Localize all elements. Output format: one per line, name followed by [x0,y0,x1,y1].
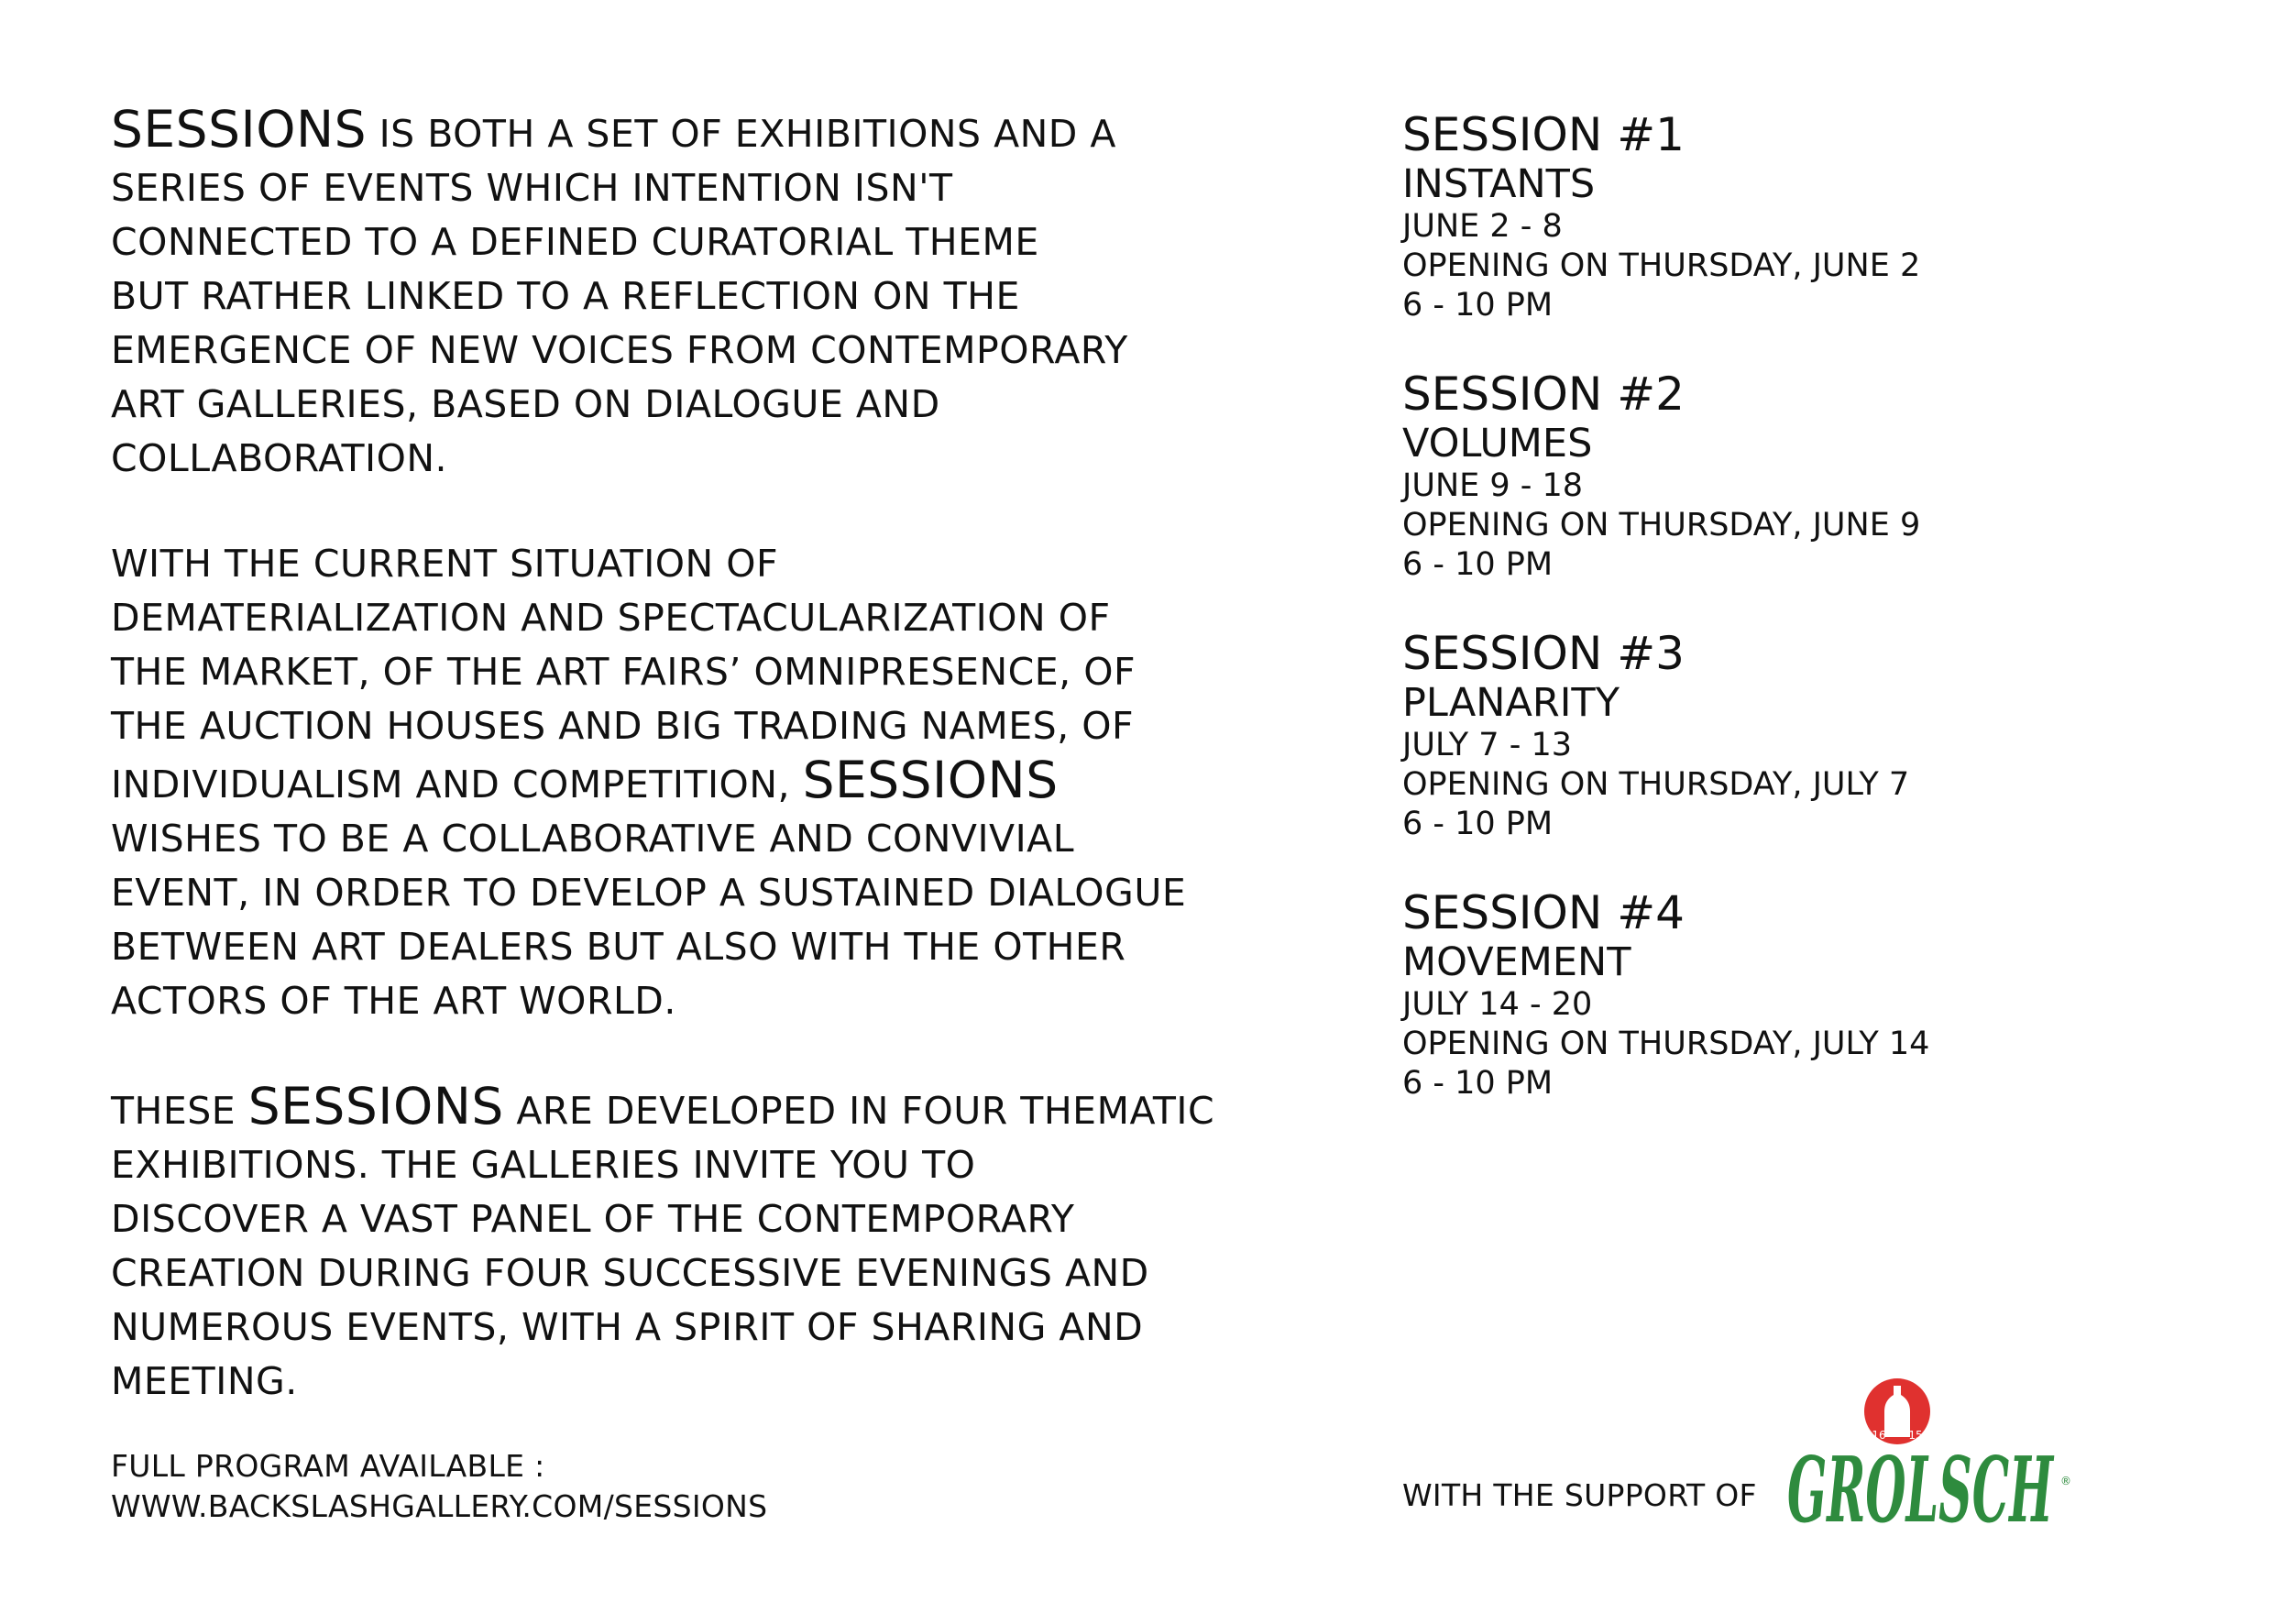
text-line: CONNECTED TO A DEFINED CURATORIAL THEME [111,220,1039,264]
session-opening: OPENING ON THURSDAY, JUNE 2 [1402,247,1921,284]
text-line: DISCOVER A VAST PANEL OF THE CONTEMPORARY [111,1197,1075,1241]
session-2 [1402,368,2227,585]
text-line: THE AUCTION HOUSES AND BIG TRADING NAMES, OF [111,704,1135,748]
text-line: BUT RATHER LINKED TO A REFLECTION ON THE [111,274,1020,318]
text-line: CREATION DURING FOUR SUCCESSIVE EVENINGS AND [111,1251,1149,1295]
badge-year-left: 16 [1872,1429,1886,1442]
text-line: SERIES OF EVENTS WHICH INTENTION ISN'T [111,166,953,210]
session-hours: 6 - 10 PM [1402,1065,1554,1102]
session-theme: INSTANTS [1402,161,1596,207]
session-hours: 6 - 10 PM [1402,287,1554,324]
text-line: BETWEEN ART DEALERS BUT ALSO WITH THE OTHER [111,925,1126,969]
text-line: DEMATERIALIZATION AND SPECTACULARIZATION OF [111,596,1111,640]
text-line: COLLABORATION. [111,436,448,480]
text-line: WISHES TO BE A COLLABORATIVE AND CONVIVIAL [111,817,1075,861]
sessions-brand: SESSIONS [111,100,368,159]
session-opening: OPENING ON THURSDAY, JULY 14 [1402,1026,1930,1062]
text-line: THESE SESSIONS ARE DEVELOPED IN FOUR THEMATIC [111,1077,1215,1136]
sessions-brand: SESSIONS [802,751,1059,809]
session-1 [1402,108,2227,325]
text-line: EXHIBITIONS. THE GALLERIES INVITE YOU TO [111,1143,976,1187]
program-url[interactable]: WWW.BACKSLASHGALLERY.COM/SESSIONS [111,1488,768,1524]
session-theme: PLANARITY [1402,680,1620,726]
badge-year-right: 15 [1908,1429,1923,1442]
intro-paragraph-1 [111,100,1339,486]
session-title: SESSION #3 [1402,627,1685,680]
intro-paragraph-3 [111,1077,1339,1409]
session-dates: JULY 7 - 13 [1402,727,1572,763]
session-4 [1402,886,2227,1103]
program-footer [111,1446,767,1527]
grolsch-logo [1778,1375,2090,1549]
text-line: THE MARKET, OF THE ART FAIRS’ OMNIPRESENCE, OF [111,650,1136,694]
text-line: SESSIONS IS BOTH A SET OF EXHIBITIONS AND A [111,100,1116,159]
session-dates: JULY 14 - 20 [1402,986,1593,1023]
session-opening: OPENING ON THURSDAY, JULY 7 [1402,766,1910,803]
sessions-list [1402,108,2227,1146]
session-title: SESSION #4 [1402,886,1685,939]
session-title: SESSION #1 [1402,108,1685,161]
session-dates: JUNE 2 - 8 [1402,208,1563,245]
text-line: ACTORS OF THE ART WORLD. [111,979,676,1023]
program-label: FULL PROGRAM AVAILABLE : [111,1448,545,1484]
session-3 [1402,627,2227,844]
session-theme: VOLUMES [1402,421,1593,466]
text-line: EVENT, IN ORDER TO DEVELOP A SUSTAINED DIALOGUE [111,871,1187,915]
text-line: EMERGENCE OF NEW VOICES FROM CONTEMPORARY [111,328,1128,372]
support-text: WITH THE SUPPORT OF [1402,1477,1757,1513]
registered-icon: ® [2060,1475,2071,1487]
session-title: SESSION #2 [1402,368,1685,421]
text-line: INDIVIDUALISM AND COMPETITION, SESSIONS [111,751,1059,809]
text-line: ART GALLERIES, BASED ON DIALOGUE AND [111,382,940,426]
sessions-brand: SESSIONS [247,1077,504,1136]
session-opening: OPENING ON THURSDAY, JUNE 9 [1402,507,1921,543]
session-hours: 6 - 10 PM [1402,546,1554,583]
session-theme: MOVEMENT [1402,939,1631,985]
grolsch-wordmark: Grolsch [1787,1438,2055,1543]
sponsor-block [1402,1375,2136,1558]
text-line: NUMEROUS EVENTS, WITH A SPIRIT OF SHARING AND [111,1305,1144,1349]
text-line: MEETING. [111,1359,298,1403]
text-line: WITH THE CURRENT SITUATION OF [111,542,779,586]
intro-text [111,100,1339,1460]
session-hours: 6 - 10 PM [1402,806,1554,842]
session-dates: JUNE 9 - 18 [1402,467,1584,504]
intro-paragraph-2 [111,537,1339,1028]
